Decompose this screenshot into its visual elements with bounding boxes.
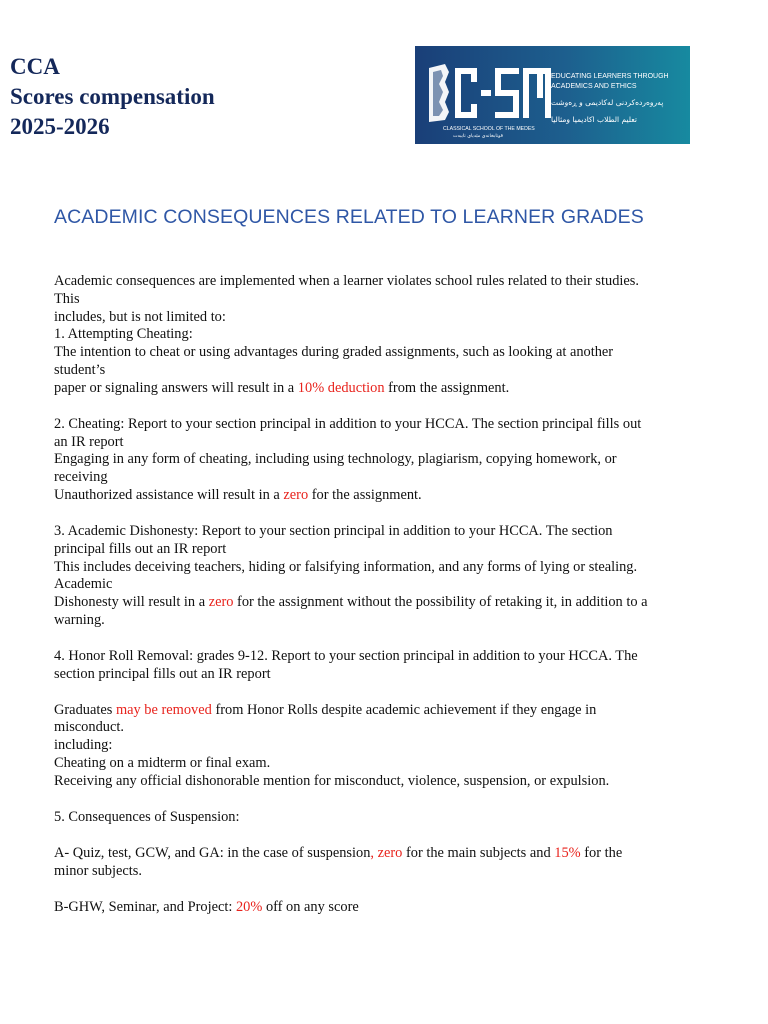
penalty-highlight: 10% deduction <box>297 379 385 396</box>
text-run: for the <box>580 844 623 861</box>
rule-4-text <box>54 702 684 720</box>
rule-4-text: Cheating on a midterm or final exam. <box>54 755 271 772</box>
penalty-highlight: 20% <box>235 898 263 915</box>
logo-slogan-en-1: EDUCATING LEARNERS THROUGH <box>551 73 669 80</box>
rule-2-text <box>54 487 684 505</box>
rule-2-text: receiving <box>54 469 108 486</box>
title-line-org: CCA <box>10 54 60 79</box>
rule-3-text: Academic <box>54 576 113 593</box>
penalty-highlight: zero <box>208 594 234 611</box>
rule-1-title: 1. Attempting Cheating: <box>54 326 193 343</box>
paragraph-gap <box>54 398 684 416</box>
text-run: off on any score <box>262 898 359 915</box>
rule-5a-text: minor subjects. <box>54 862 142 879</box>
penalty-highlight: zero <box>283 486 309 503</box>
penalty-highlight: , zero <box>370 844 403 861</box>
rule-3-text: warning. <box>54 611 105 628</box>
rule-3-text: This includes deceiving teachers, hiding or falsifying information, and any forms of lying or stealing. <box>54 558 638 575</box>
penalty-highlight: may be removed <box>115 701 212 718</box>
title-line-year: 2025-2026 <box>10 114 110 139</box>
intro-line: includes, but is not limited to: <box>54 308 226 325</box>
rule-5b-text <box>54 899 684 917</box>
rule-4-text: including: <box>54 737 113 754</box>
text-run: from the assignment. <box>384 379 510 396</box>
logo-school-name: CLASSICAL SCHOOL OF THE MEDES <box>443 126 535 132</box>
section-heading: ACADEMIC CONSEQUENCES RELATED TO LEARNER GRADES <box>54 206 644 228</box>
rule-2-text: an IR report <box>54 433 124 450</box>
text-run: from Honor Rolls despite academic achievement if they engage in <box>211 701 597 718</box>
paragraph-gap <box>54 880 684 898</box>
school-logo <box>415 46 690 144</box>
title-line-subject: Scores compensation <box>10 84 215 109</box>
document-body <box>54 273 684 916</box>
rule-2-text: Engaging in any form of cheating, including using technology, plagiarism, copying homework, or <box>54 451 617 468</box>
rule-1-text <box>54 380 684 398</box>
logo-acronym-mark <box>455 68 551 118</box>
rule-5a-text <box>54 845 684 863</box>
rule-3-text: principal fills out an IR report <box>54 540 227 557</box>
intro-line: This <box>54 290 80 307</box>
logo-slogan-ar: تعليم الطلاب اكاديميا ومثاليا <box>551 115 637 124</box>
document-title <box>10 52 215 142</box>
rule-3-text <box>54 594 684 612</box>
rule-4-text: section principal fills out an IR report <box>54 665 271 682</box>
penalty-highlight: 15% <box>554 844 581 861</box>
text-run: paper or signaling answers will result in a <box>54 379 298 396</box>
intro-line: Academic consequences are implemented when a learner violates school rules related to their studies. <box>54 273 639 289</box>
rule-4-text: misconduct. <box>54 719 124 736</box>
text-run: Unauthorized assistance will result in a <box>54 486 284 503</box>
paragraph-gap <box>54 684 684 702</box>
text-run: B-GHW, Seminar, and Project: <box>54 898 236 915</box>
logo-school-name-local: قوتابخانەی مێدیای تایبەت <box>453 134 503 139</box>
logo-slogan-en-2: ACADEMICS AND ETHICS <box>551 83 637 90</box>
text-run: Dishonesty will result in a <box>54 594 209 611</box>
school-logo-graphic <box>415 46 690 144</box>
paragraph-gap <box>54 505 684 523</box>
rule-1-text: student’s <box>54 361 106 378</box>
rule-4-title: 4. Honor Roll Removal: grades 9-12. Report to your section principal in addition to your HCCA. The <box>54 647 638 664</box>
text-run: for the assignment without the possibility of retaking it, in addition to a <box>233 594 648 611</box>
rule-2-title: 2. Cheating: Report to your section principal in addition to your HCCA. The section principal fills out <box>54 415 642 432</box>
text-run: A- Quiz, test, GCW, and GA: in the case of suspension <box>54 844 371 861</box>
rule-1-text: The intention to cheat or using advantages during graded assignments, such as looking at another <box>54 344 614 361</box>
logo-emblem-icon <box>429 64 449 122</box>
rule-3-title: 3. Academic Dishonesty: Report to your section principal in addition to your HCCA. The section <box>54 522 613 539</box>
text-run: for the main subjects and <box>402 844 555 861</box>
paragraph-gap <box>54 630 684 648</box>
text-run: Graduates <box>54 701 116 718</box>
paragraph-gap <box>54 827 684 845</box>
logo-slogan-ku: پەروەردەکردنی لەکادیمی و ڕەوشت <box>551 98 664 107</box>
rule-4-text: Receiving any official dishonorable mention for misconduct, violence, suspension, or expulsion. <box>54 772 610 789</box>
paragraph-gap <box>54 791 684 809</box>
rule-5-title: 5. Consequences of Suspension: <box>54 808 240 825</box>
text-run: for the assignment. <box>308 486 422 503</box>
